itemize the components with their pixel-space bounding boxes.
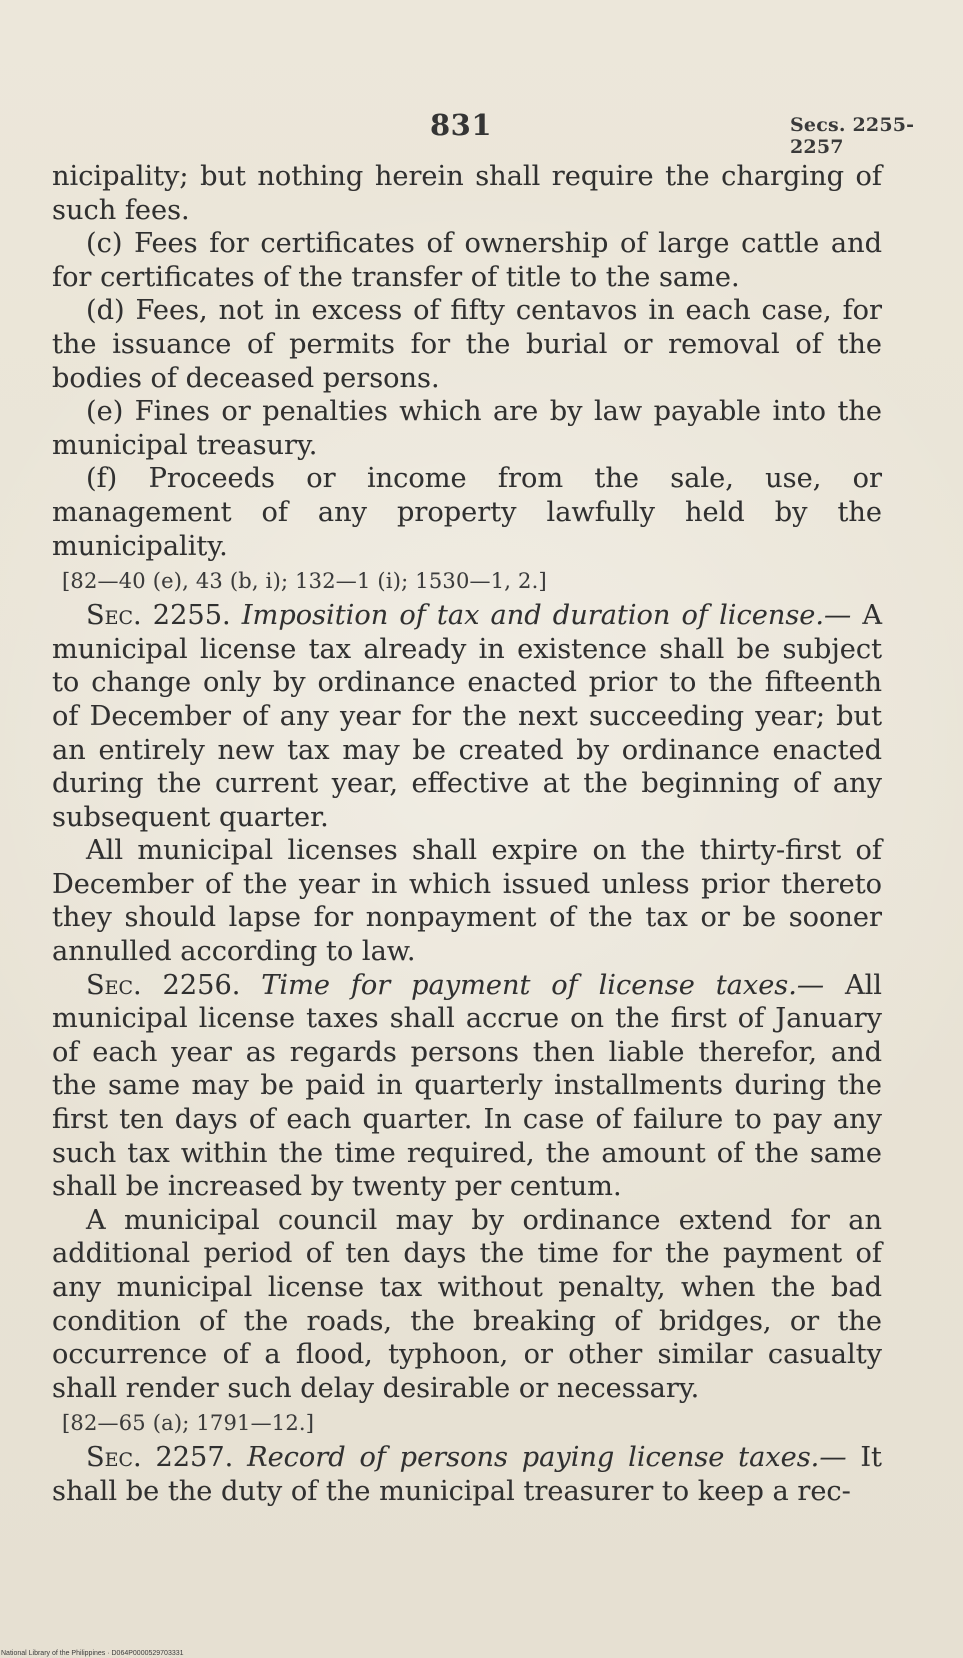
paragraph-d: (d) Fees, not in excess of fifty centavos in each case, for the issuance of permits for the burial or removal of the bodies of deceased persons. [52,295,882,394]
section-2256-text: All municipal license taxes shall accrue on the first of January of each year as regards persons then liable therefor, and the same may be paid in quarterly installments during the first ten days of each quarter. In case of failure to pay any such tax within the time required, the amount of the same shall be increased by twenty per centum. [52,969,882,1203]
section-2257-text: It shall be the duty of the municipal treasurer to keep a rec- [52,1442,882,1507]
paragraph-license-expiry: All municipal licenses shall expire on the thirty-first of December of the year in which issued unless prior thereto they should lapse for nonpayment of the tax or be sooner annulled according to law. [52,835,882,968]
section-2257 [52,1441,882,1508]
section-2257-number: Sec. 2257. [86,1442,234,1474]
section-2256 [52,969,882,1204]
page-number: 831 [430,108,493,142]
section-2256-number: Sec. 2256. [86,969,241,1001]
section-2255-text: A municipal license tax already in existence shall be subject to change only by ordinance enacted prior to the fifteenth of December of any year for the next succeeding year; but an entirely new tax may be created by ordinance enacted during the current year, effective at the beginning of any subsequent quarter. [52,600,882,833]
section-2257-title: Record of persons paying license taxes.— [247,1442,847,1474]
section-2255-title: Imposition of tax and duration of license.— [241,600,852,632]
section-2256-title: Time for payment of license taxes.— [261,969,825,1001]
paragraph-f: (f) Proceeds or income from the sale, use, or management of any property lawfully held by the municipality. [52,463,882,562]
section-2255 [52,599,882,834]
library-watermark: National Library of the Philippines · D064P0000529703331 [1,1650,184,1657]
citation-1: [82—40 (e), 43 (b, i); 132—1 (i); 1530—1, 2.] [62,569,547,594]
paragraph-c: (c) Fees for certificates of ownership of large cattle and for certificates of the transfer of title to the same. [52,228,882,293]
paragraph-continuation: nicipality; but nothing herein shall require the charging of such fees. [52,161,882,226]
section-2255-number: Sec. 2255. [86,600,231,632]
document-body [52,160,882,1509]
citation-2: [82—65 (a); 1791—12.] [62,1411,315,1436]
page-header [0,108,963,158]
paragraph-council-extension: A municipal council may by ordinance extend for an additional period of ten days the time for the payment of any municipal license tax without penalty, when the bad condition of the roads, the breaking of bridges, or the occurrence of a flood, typhoon, or other similar casualty shall render such delay desirable or necessary. [52,1204,882,1404]
paragraph-e: (e) Fines or penalties which are by law payable into the municipal treasury. [52,396,882,461]
section-range-label: Secs. 2255-2257 [790,114,915,158]
